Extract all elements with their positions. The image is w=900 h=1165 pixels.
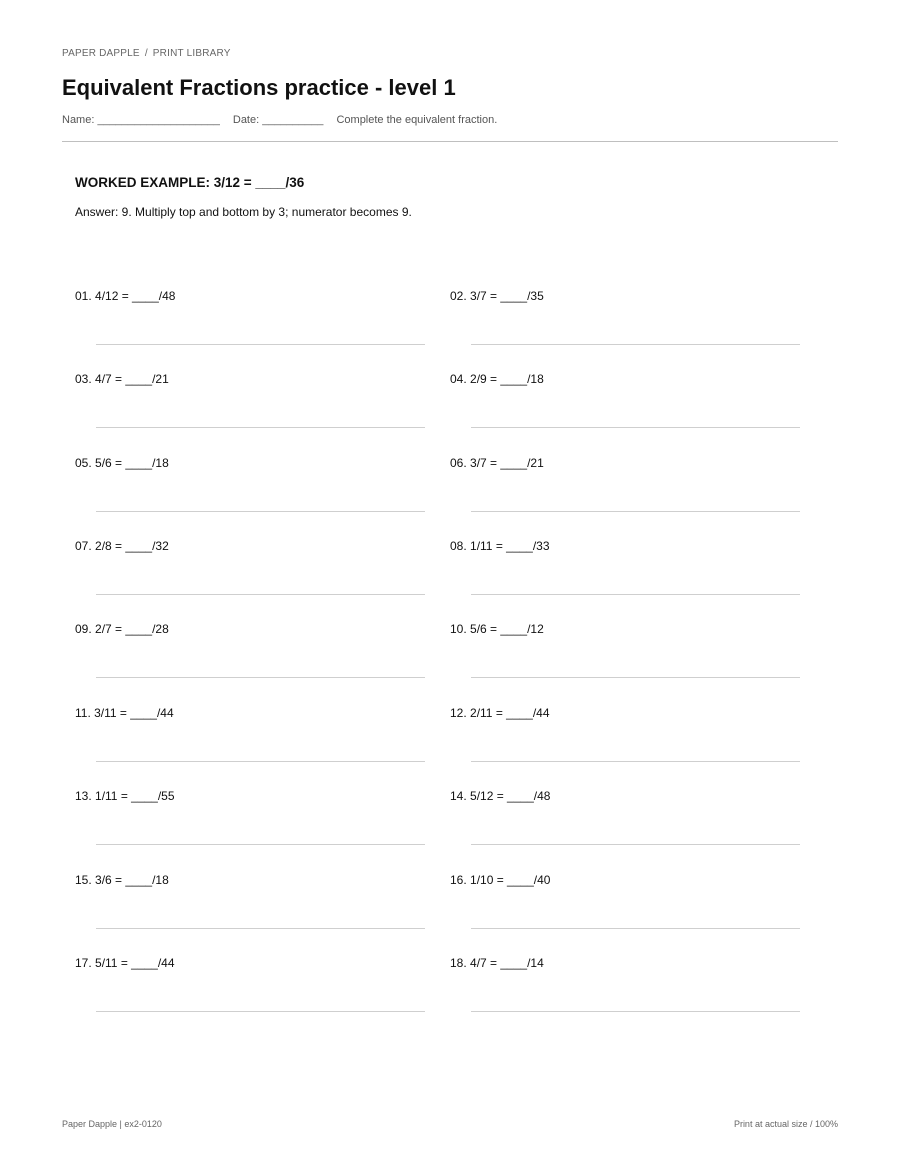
answer-line <box>471 511 800 512</box>
answer-line <box>96 677 425 678</box>
worked-example-title: WORKED EXAMPLE: 3/12 = ____/36 <box>75 175 305 190</box>
problem-text: 15. 3/6 = ____/18 <box>75 873 169 887</box>
page-title: Equivalent Fractions practice - level 1 <box>62 75 456 100</box>
problem-text: 03. 4/7 = ____/21 <box>75 372 169 386</box>
instructions: Complete the equivalent fraction. <box>336 114 498 126</box>
problem-item <box>450 539 810 619</box>
problem-item <box>75 539 435 619</box>
answer-line <box>471 761 800 762</box>
answer-line <box>96 344 425 345</box>
problem-text: 10. 5/6 = ____/12 <box>450 622 544 636</box>
problem-item <box>75 956 435 1036</box>
answer-line <box>96 427 425 428</box>
problem-text: 14. 5/12 = ____/48 <box>450 789 551 803</box>
answer-line <box>96 1011 425 1012</box>
problem-item <box>75 372 435 452</box>
answer-line <box>96 844 425 845</box>
problem-item <box>450 456 810 536</box>
problem-item <box>75 706 435 786</box>
problem-item <box>75 873 435 953</box>
header-divider <box>62 141 838 142</box>
problem-text: 17. 5/11 = ____/44 <box>75 956 175 970</box>
problem-item <box>450 789 810 869</box>
problem-item <box>450 873 810 953</box>
problem-text: 08. 1/11 = ____/33 <box>450 539 550 553</box>
answer-line <box>471 844 800 845</box>
problem-item <box>75 289 435 369</box>
problem-text: 16. 1/10 = ____/40 <box>450 873 551 887</box>
footer-source: Paper Dapple | ex2-0120 <box>62 1119 162 1129</box>
answer-line <box>471 1011 800 1012</box>
problem-item <box>75 456 435 536</box>
date-field: Date: __________ <box>232 114 324 126</box>
answer-line <box>471 427 800 428</box>
problem-text: 04. 2/9 = ____/18 <box>450 372 544 386</box>
problem-item <box>450 956 810 1036</box>
answer-line <box>471 928 800 929</box>
problem-text: 12. 2/11 = ____/44 <box>450 706 550 720</box>
problem-item <box>450 289 810 369</box>
problem-text: 07. 2/8 = ____/32 <box>75 539 169 553</box>
answer-line <box>96 928 425 929</box>
name-field: Name: ____________________ <box>62 114 220 126</box>
problem-item <box>450 622 810 702</box>
problem-text: 13. 1/11 = ____/55 <box>75 789 175 803</box>
breadcrumb-separator: / <box>144 48 148 59</box>
problem-text: 06. 3/7 = ____/21 <box>450 456 544 470</box>
problem-text: 18. 4/7 = ____/14 <box>450 956 544 970</box>
problem-text: 01. 4/12 = ____/48 <box>75 289 176 303</box>
worked-example-answer: Answer: 9. Multiply top and bottom by 3; numerator becomes 9. <box>75 205 412 219</box>
problem-text: 11. 3/11 = ____/44 <box>75 706 174 720</box>
answer-line <box>471 594 800 595</box>
problem-text: 05. 5/6 = ____/18 <box>75 456 169 470</box>
problem-item <box>75 622 435 702</box>
breadcrumb <box>62 48 231 59</box>
problem-item <box>450 706 810 786</box>
problem-text: 02. 3/7 = ____/35 <box>450 289 544 303</box>
answer-line <box>96 761 425 762</box>
problem-text: 09. 2/7 = ____/28 <box>75 622 169 636</box>
problem-item <box>450 372 810 452</box>
answer-line <box>96 511 425 512</box>
footer-print-note: Print at actual size / 100% <box>733 1119 838 1129</box>
problem-item <box>75 789 435 869</box>
answer-line <box>471 677 800 678</box>
worksheet-meta <box>62 114 507 126</box>
breadcrumb-section: PRINT LIBRARY <box>152 48 231 59</box>
answer-line <box>471 344 800 345</box>
answer-line <box>96 594 425 595</box>
breadcrumb-site: PAPER DAPPLE <box>62 48 140 59</box>
